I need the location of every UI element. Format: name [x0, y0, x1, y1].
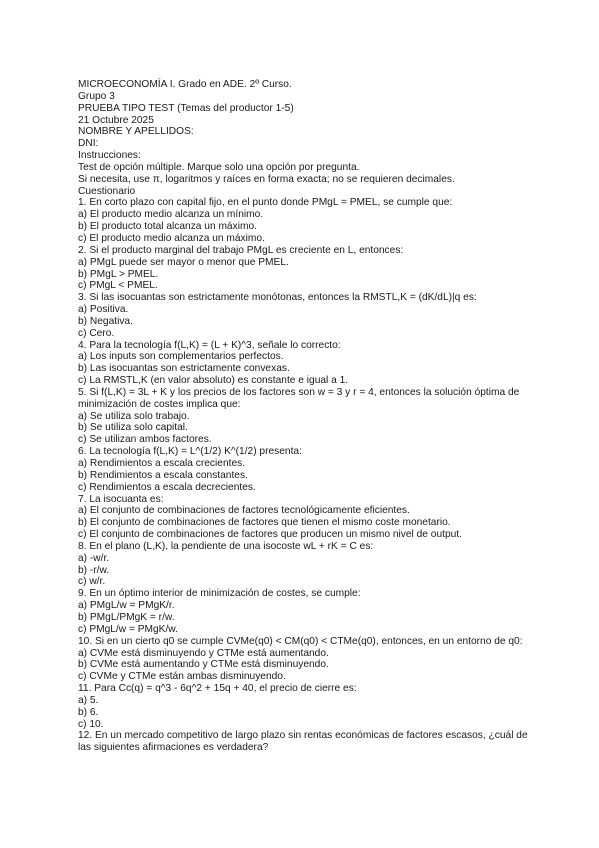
- question-text: 7. La isocuanta es:: [78, 493, 164, 505]
- instructions-line: Si necesita, use π, logaritmos y raíces en forma exacta; no se requieren decimales.: [78, 173, 455, 185]
- answer-option: b) El producto total alcanza un máximo.: [78, 221, 257, 233]
- answer-option: c) Cero.: [78, 327, 115, 339]
- answer-option: c) Se utilizan ambos factores.: [78, 434, 212, 446]
- answer-option: c) El producto medio alcanza un máximo.: [78, 232, 265, 244]
- instructions-line: Test de opción múltiple. Marque solo una opción por pregunta.: [78, 161, 360, 173]
- question-block: [78, 446, 528, 493]
- question-block: [78, 636, 528, 683]
- answer-option: c) w/r.: [78, 576, 106, 588]
- answer-option: c) Rendimientos a escala decrecientes.: [78, 481, 256, 493]
- answer-option: a) Rendimientos a escala crecientes.: [78, 458, 246, 469]
- answer-option: b) CVMe está aumentando y CTMe está disminuyendo.: [78, 659, 329, 671]
- answer-option: b) Las isocuantas son estrictamente convexas.: [78, 363, 290, 375]
- dni-field-label: DNI:: [78, 138, 99, 150]
- answer-option: b) PMgL/PMgK = r/w.: [78, 611, 175, 623]
- question-text: 6. La tecnología f(L,K) = L^(1/2) K^(1/2) presenta:: [78, 446, 302, 458]
- answer-option: b) Se utiliza solo capital.: [78, 422, 188, 434]
- questionnaire-heading: Cuestionario: [78, 185, 136, 197]
- answer-option: a) PMgL/w = PMgK/r.: [78, 600, 175, 612]
- question-block: [78, 197, 528, 244]
- answer-option: a) 5.: [78, 694, 99, 706]
- question-list: [78, 197, 528, 754]
- answer-option: b) El conjunto de combinaciones de factores que tienen el mismo coste monetario.: [78, 517, 451, 529]
- question-text: 5. Si f(L,K) = 3L + K y los precios de los factores son w = 3 y r = 4, entonces la solución óptima de minimización de costes implica que:: [78, 386, 520, 410]
- question-text: 2. Si el producto marginal del trabajo PMgL es creciente en L, entonces:: [78, 244, 404, 256]
- question-text: 11. Para Cc(q) = q^3 - 6q^2 + 15q + 40, el precio de cierre es:: [78, 683, 357, 695]
- group-label: Grupo 3: [78, 90, 115, 102]
- answer-option: a) -w/r.: [78, 552, 110, 564]
- name-field-label: NOMBRE Y APELLIDOS:: [78, 126, 194, 138]
- exam-date: 21 Octubre 2025: [78, 114, 154, 126]
- answer-option: a) Los inputs son complementarios perfectos.: [78, 351, 284, 363]
- question-block: [78, 292, 528, 339]
- question-text: 8. En el plano (L,K), la pendiente de una isocoste wL + rK = C es:: [78, 540, 374, 552]
- answer-option: b) Rendimientos a escala constantes.: [78, 469, 248, 481]
- question-text: 12. En un mercado competitivo de largo plazo sin rentas económicas de factores escasos, ¿cuál de las siguientes afirmaciones es verdadera?: [78, 730, 528, 754]
- answer-option: b) -r/w.: [78, 564, 110, 576]
- test-title: PRUEBA TIPO TEST (Temas del productor 1-5): [78, 102, 294, 114]
- question-block: [78, 541, 528, 588]
- question-block: [78, 683, 528, 730]
- question-text: 1. En corto plazo con capital fijo, en el punto donde PMgL = PMEL, se cumple que:: [78, 197, 453, 209]
- question-text: 3. Si las isocuantas son estrictamente monótonas, entonces la RMSTL,K = (dK/dL)|q es:: [78, 292, 477, 304]
- question-block: [78, 730, 528, 754]
- answer-option: a) El producto medio alcanza un mínimo.: [78, 209, 264, 221]
- answer-option: a) PMgL puede ser mayor o menor que PMEL.: [78, 256, 289, 268]
- answer-option: c) CVMe y CTMe están ambas disminuyendo.: [78, 671, 286, 683]
- answer-option: c) PMgL < PMEL.: [78, 280, 158, 292]
- instructions-heading: Instrucciones:: [78, 150, 141, 162]
- question-block: [78, 588, 528, 635]
- exam-document: [78, 79, 528, 754]
- question-text: 4. Para la tecnología f(L,K) = (L + K)^3, señale lo correcto:: [78, 339, 341, 351]
- course-title: MICROECONOMÍA I. Grado en ADE. 2º Curso.: [78, 79, 292, 90]
- question-block: [78, 245, 528, 292]
- question-block: [78, 340, 528, 387]
- answer-option: c) El conjunto de combinaciones de factores que producen un mismo nivel de output.: [78, 529, 462, 541]
- question-text: 9. En un óptimo interior de minimización de costes, se cumple:: [78, 588, 361, 600]
- answer-option: c) PMgL/w = PMgK/w.: [78, 623, 178, 635]
- question-block: [78, 494, 528, 541]
- question-text: 10. Si en un cierto q0 se cumple CVMe(q0) < CM(q0) < CTMe(q0), entonces, en un entorno de q0:: [78, 635, 523, 647]
- answer-option: b) PMgL > PMEL.: [78, 268, 159, 280]
- answer-option: b) Negativa.: [78, 315, 133, 327]
- question-block: [78, 387, 528, 446]
- answer-option: a) Se utiliza solo trabajo.: [78, 410, 190, 422]
- answer-option: a) Positiva.: [78, 304, 129, 316]
- answer-option: c) La RMSTL,K (en valor absoluto) es constante e igual a 1.: [78, 375, 349, 387]
- answer-option: a) El conjunto de combinaciones de factores tecnológicamente eficientes.: [78, 505, 410, 517]
- answer-option: b) 6.: [78, 706, 99, 718]
- answer-option: c) 10.: [78, 718, 104, 730]
- answer-option: a) CVMe está disminuyendo y CTMe está aumentando.: [78, 647, 329, 659]
